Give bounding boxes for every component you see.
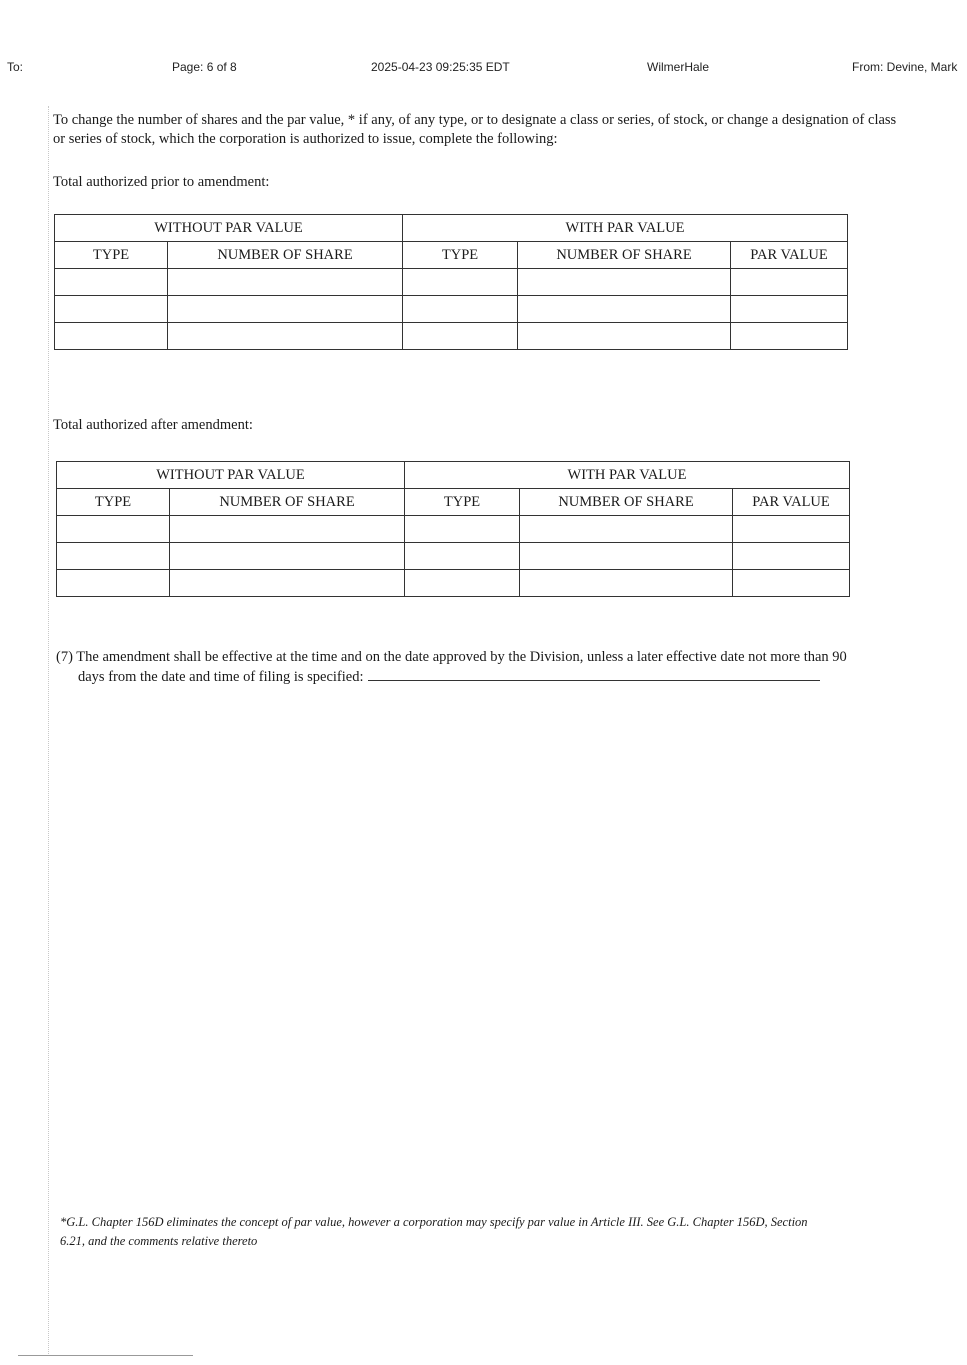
- table-cell[interactable]: [520, 516, 733, 543]
- col-type: TYPE: [57, 489, 170, 516]
- table-cell[interactable]: [518, 296, 731, 323]
- fax-firm: WilmerHale: [647, 60, 710, 74]
- group-without-par-value: WITHOUT PAR VALUE: [57, 462, 405, 489]
- group-without-par-value: WITHOUT PAR VALUE: [55, 215, 403, 242]
- after-shares-table: [56, 461, 850, 597]
- col-type: TYPE: [55, 242, 168, 269]
- table-row: [55, 296, 848, 323]
- bottom-rule: [18, 1355, 193, 1356]
- group-with-par-value: WITH PAR VALUE: [405, 462, 850, 489]
- table-column-header-row: [55, 242, 848, 269]
- table-cell[interactable]: [731, 296, 848, 323]
- margin-rule: [48, 106, 49, 1356]
- group-with-par-value: WITH PAR VALUE: [403, 215, 848, 242]
- table-cell[interactable]: [55, 323, 168, 350]
- table-cell[interactable]: [731, 269, 848, 296]
- table-column-header-row: [57, 489, 850, 516]
- col-par-value: PAR VALUE: [731, 242, 848, 269]
- table-cell[interactable]: [405, 516, 520, 543]
- fax-from: From: Devine, Mark: [852, 60, 958, 74]
- table-cell[interactable]: [518, 323, 731, 350]
- col-par-value: PAR VALUE: [733, 489, 850, 516]
- col-number-of-share: NUMBER OF SHARE: [170, 489, 405, 516]
- col-type: TYPE: [405, 489, 520, 516]
- table-cell[interactable]: [55, 269, 168, 296]
- table-cell[interactable]: [170, 516, 405, 543]
- footnote: *G.L. Chapter 156D eliminates the concept of par value, however a corporation may specify par value in Article III. See G.L. Chapter 156D, Section 6.21, and the comments relative thereto: [60, 1215, 808, 1248]
- effective-date-text-line2-wrap: [56, 667, 896, 687]
- table-cell[interactable]: [520, 543, 733, 570]
- table-cell[interactable]: [733, 516, 850, 543]
- prior-shares-table: [54, 214, 848, 350]
- table-cell[interactable]: [57, 570, 170, 597]
- table-cell[interactable]: [733, 543, 850, 570]
- fax-page-number: Page: 6 of 8: [172, 60, 237, 74]
- table-cell[interactable]: [403, 296, 518, 323]
- prior-label: Total authorized prior to amendment:: [53, 174, 270, 190]
- table-cell[interactable]: [405, 543, 520, 570]
- table-cell[interactable]: [57, 543, 170, 570]
- effective-date-item: [56, 647, 896, 687]
- col-number-of-share: NUMBER OF SHARE: [520, 489, 733, 516]
- table-row: [55, 269, 848, 296]
- table-row: [55, 323, 848, 350]
- table-cell[interactable]: [170, 543, 405, 570]
- table-cell[interactable]: [403, 323, 518, 350]
- col-type: TYPE: [403, 242, 518, 269]
- fax-timestamp: 2025-04-23 09:25:35 EDT: [371, 60, 510, 74]
- table-cell[interactable]: [168, 269, 403, 296]
- table-row: [57, 570, 850, 597]
- col-number-of-share: NUMBER OF SHARE: [168, 242, 403, 269]
- table-cell[interactable]: [57, 516, 170, 543]
- table-cell[interactable]: [403, 269, 518, 296]
- fax-to: To:: [7, 60, 24, 74]
- table-row: [57, 543, 850, 570]
- effective-date-text-line1: (7) The amendment shall be effective at the time and on the date approved by the Division, unless a later effective date not more than 90: [56, 649, 847, 665]
- col-number-of-share: NUMBER OF SHARE: [518, 242, 731, 269]
- effective-date-blank[interactable]: [368, 668, 820, 681]
- table-cell[interactable]: [731, 323, 848, 350]
- table-group-header-row: [55, 215, 848, 242]
- table-cell[interactable]: [733, 570, 850, 597]
- table-cell[interactable]: [55, 296, 168, 323]
- table-cell[interactable]: [405, 570, 520, 597]
- table-group-header-row: [57, 462, 850, 489]
- table-cell[interactable]: [170, 570, 405, 597]
- table-cell[interactable]: [518, 269, 731, 296]
- table-row: [57, 516, 850, 543]
- effective-date-text-line2: days from the date and time of filing is specified:: [78, 669, 364, 685]
- after-label: Total authorized after amendment:: [53, 417, 253, 433]
- table-cell[interactable]: [168, 323, 403, 350]
- table-cell[interactable]: [168, 296, 403, 323]
- table-cell[interactable]: [520, 570, 733, 597]
- intro-paragraph: To change the number of shares and the par value, * if any, of any type, or to designate a class or series, of stock, or change a designation of class or series of stock, which the corporation is authorized to issue, complete the following:: [53, 112, 897, 147]
